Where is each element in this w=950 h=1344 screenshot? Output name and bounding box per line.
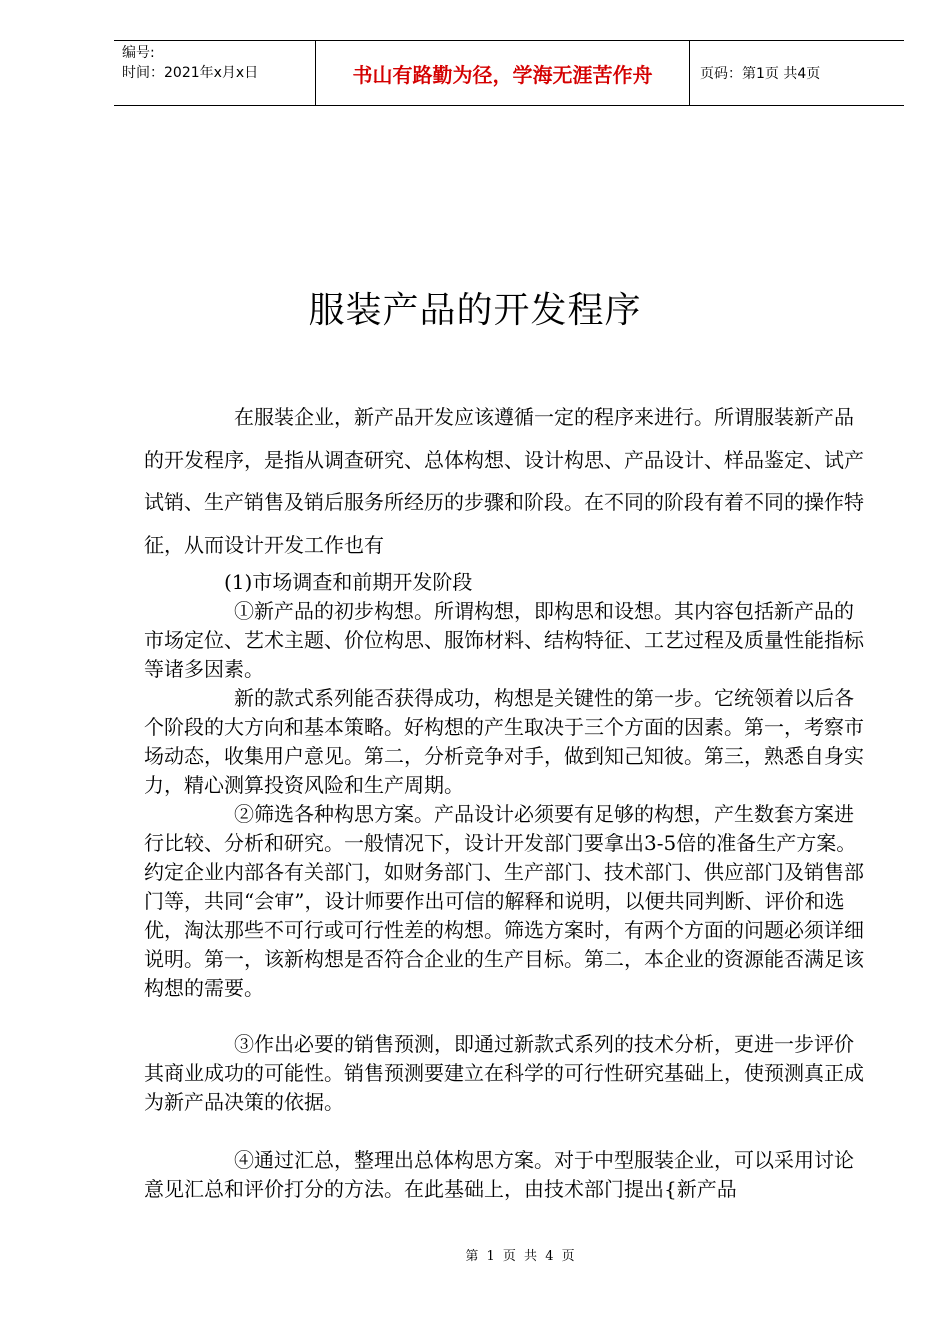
header-meta-cell	[114, 41, 316, 105]
section-heading-1: (1)市场调查和前期开发阶段	[224, 570, 473, 594]
paragraph-summary-plan: ④通过汇总，整理出总体构思方案。对于中型服装企业，可以采用讨论意见汇总和评价打分的方法。在此基础上，由技术部门提出{新产品	[144, 1148, 854, 1201]
document-title: 服装产品的开发程序	[308, 290, 642, 331]
paragraph-sales-forecast: ③作出必要的销售预测，即通过新款式系列的技术分析，更进一步评价其商业成功的可能性。销售预测要建立在科学的可行性研究基础上，使预测真正成为新产品决策的依据。	[144, 1032, 864, 1114]
paragraph-concept-importance: 新的款式系列能否获得成功，构想是关键性的第一步。它统领着以后各个阶段的大方向和基本策略。好构想的产生取决于三个方面的因素。第一，考察市场动态，收集用户意见。第二，分析竞争对手，做到知己知彼。第三，熟悉自身实力，精心测算投资风险和生产周期。	[144, 686, 864, 797]
page-header	[114, 40, 904, 106]
document-number-label: 编号:	[122, 45, 155, 61]
paragraph-initial-concept: ①新产品的初步构想。所谓构想，即构思和设想。其内容包括新产品的市场定位、艺术主题、价位构思、服饰材料、结构特征、工艺过程及质量性能指标等诸多因素。	[144, 599, 864, 681]
header-page-label: 页码：第1页 共4页	[700, 66, 821, 82]
paragraph-screening-plans: ②筛选各种构思方案。产品设计必须要有足够的构想，产生数套方案进行比较、分析和研究。一般情况下，设计开发部门要拿出3-5倍的准备生产方案。约定企业内部各有关部门，如财务部门、生产部门、技术部门、供应部门及销售部门等，共同“会审”，设计师要作出可信的解释和说明，以便共同判断、评价和选优，淘汰那些不可行或可行性差的构想。筛选方案时，有两个方面的问题必须详细说明。第一，该新构想是否符合企业的生产目标。第二，本企业的资源能否满足该构想的需要。	[144, 802, 864, 1000]
document-time-label: 时间：2021年x月x日	[122, 65, 259, 81]
intro-paragraph: 在服装企业，新产品开发应该遵循一定的程序来进行。所谓服装新产品的开发程序，是指从调查研究、总体构想、设计构思、产品设计、样品鉴定、试产试销、生产销售及销后服务所经历的步骤和阶段。在不同的阶段有着不同的操作特征，从而设计开发工作也有	[144, 405, 864, 557]
header-motto: 书山有路勤为径，学海无涯苦作舟	[316, 41, 690, 105]
page-footer: 第 1 页 共 4 页	[465, 1249, 575, 1264]
